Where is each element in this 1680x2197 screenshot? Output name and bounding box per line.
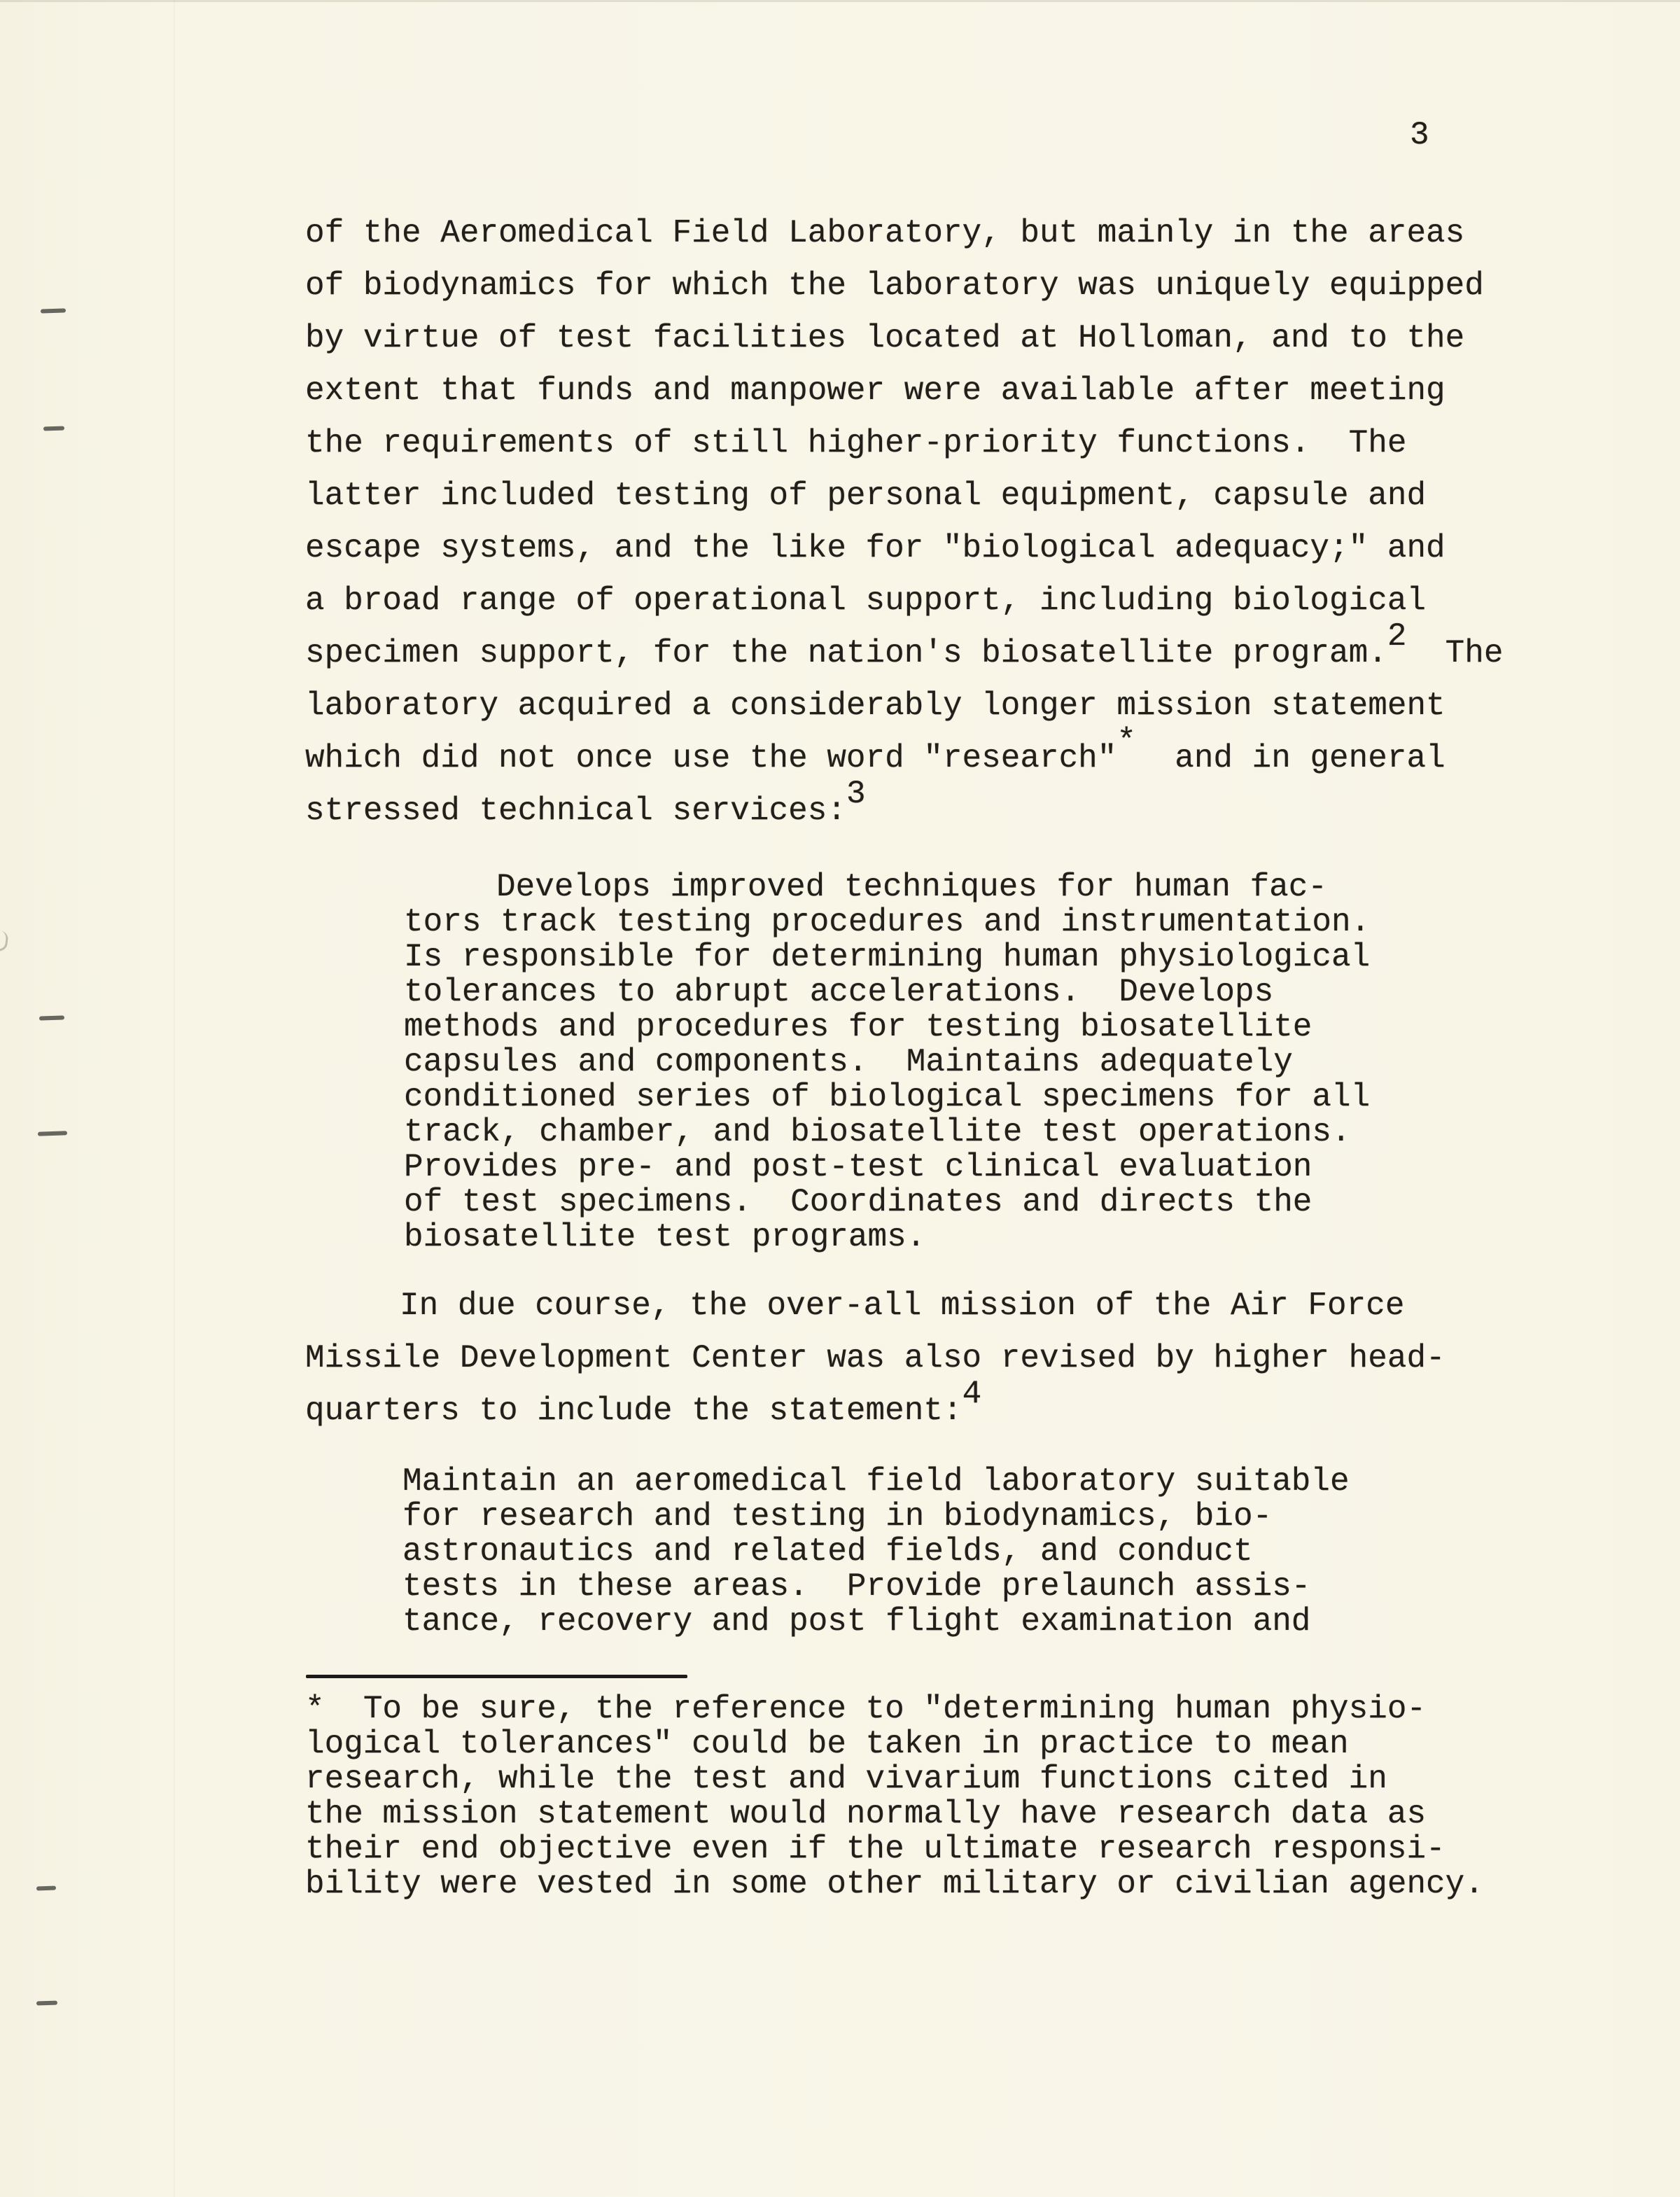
footnote <box>305 1692 1484 1902</box>
scan-edge-artifact <box>0 0 1680 2</box>
text-line: bility were vested in some other military or civilian agency. <box>305 1866 1484 1902</box>
text-line: escape systems, and the like for "biological adequacy;" and <box>305 530 1446 566</box>
paragraph-1 <box>305 207 1504 837</box>
superscript-reference: 3 <box>846 776 866 813</box>
text-line: laboratory acquired a considerably longer mission statement <box>305 688 1446 724</box>
text-line: their end objective even if the ultimate research responsi- <box>305 1831 1446 1867</box>
superscript-reference: 4 <box>962 1376 982 1413</box>
text-line: Maintain an aeromedical field laboratory suitable <box>402 1463 1350 1500</box>
text-line: Is responsible for determining human physiological <box>404 939 1371 975</box>
text-line: a broad range of operational support, including biological <box>305 583 1427 619</box>
text-line: Missile Development Center was also revised by higher head- <box>305 1340 1446 1376</box>
text-line: by virtue of test facilities located at Holloman, and to the <box>305 320 1465 356</box>
text-line: logical tolerances" could be taken in practice to mean <box>305 1726 1349 1762</box>
text-line: In due course, the over-all mission of the Air Force <box>400 1288 1405 1324</box>
text-line: capsules and components. Maintains adequately <box>404 1044 1293 1080</box>
text-line: of the Aeromedical Field Laboratory, but mainly in the areas <box>305 215 1465 251</box>
text-line: Provides pre- and post-test clinical evaluation <box>404 1149 1312 1185</box>
text-line: latter included testing of personal equipment, capsule and <box>305 477 1427 514</box>
pencil-mark <box>36 2000 57 2005</box>
text-line: * To be sure, the reference to "determining human physio- <box>305 1691 1427 1727</box>
center-mission-quote <box>402 1464 1350 1639</box>
scan-fold-line <box>174 0 175 2197</box>
text-line: specimen support, for the nation's biosatellite program.2 The <box>305 618 1504 671</box>
text-line: tance, recovery and post flight examination and <box>402 1603 1311 1640</box>
text-line: research, while the test and vivarium functions cited in <box>305 1761 1387 1797</box>
laboratory-mission-quote <box>404 870 1370 1255</box>
text-line: astronautics and related fields, and conduct <box>402 1533 1253 1570</box>
text-line: the mission statement would normally have research data as <box>305 1796 1427 1832</box>
text-line: the requirements of still higher-priority functions. The <box>305 425 1407 461</box>
page-number: 3 <box>1410 117 1429 153</box>
text-line: of biodynamics for which the laboratory was uniquely equipped <box>305 267 1484 304</box>
text-line: extent that funds and manpower were available after meeting <box>305 372 1446 409</box>
text-line: tests in these areas. Provide prelaunch assis- <box>402 1568 1311 1605</box>
text-line: track, chamber, and biosatellite test operations. <box>404 1114 1351 1150</box>
pencil-mark <box>41 308 66 313</box>
text-line: stressed technical services:3 <box>305 776 866 829</box>
superscript-reference: * <box>1116 723 1136 760</box>
pencil-mark <box>36 1886 56 1891</box>
pencil-mark <box>0 930 9 952</box>
text-line: conditioned series of biological specimens for all <box>404 1079 1371 1115</box>
text-line: quarters to include the statement:4 <box>305 1376 982 1429</box>
text-line: tors track testing procedures and instrumentation. <box>404 904 1371 940</box>
pencil-mark <box>43 426 64 431</box>
pencil-mark <box>39 1015 64 1020</box>
text-line: which did not once use the word "research"* and in general <box>305 723 1446 776</box>
text-line: biosatellite test programs. <box>404 1219 926 1255</box>
text-line: for research and testing in biodynamics, bio- <box>402 1498 1273 1535</box>
text-line: Develops improved techniques for human fac- <box>496 869 1327 905</box>
pencil-mark <box>38 1131 67 1136</box>
text-line: of test specimens. Coordinates and directs the <box>404 1184 1312 1220</box>
text-line: methods and procedures for testing biosatellite <box>404 1009 1312 1045</box>
text-line: tolerances to abrupt accelerations. Develops <box>404 974 1274 1010</box>
footnote-rule <box>306 1675 687 1678</box>
paragraph-2 <box>305 1280 1446 1437</box>
superscript-reference: 2 <box>1387 618 1407 655</box>
